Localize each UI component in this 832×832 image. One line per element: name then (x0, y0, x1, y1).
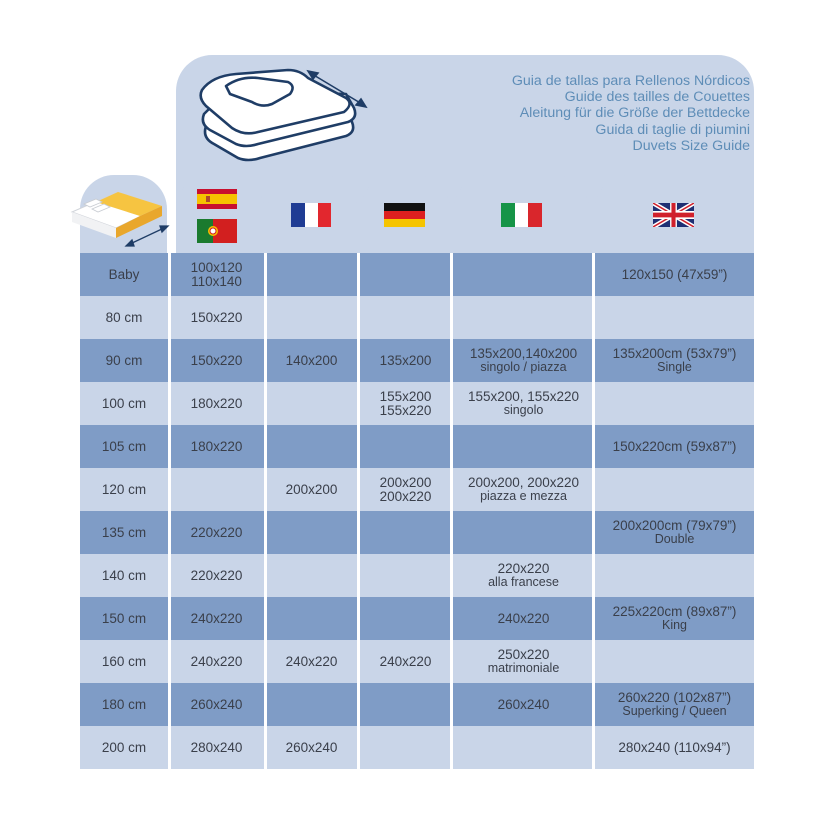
mattress-icon (70, 180, 170, 250)
es-size: 150x220 (190, 309, 243, 325)
uk-label: Superking / Queen (622, 704, 727, 718)
es-size: 110x140 (191, 273, 242, 289)
es-size: 150x220 (190, 352, 243, 368)
bed-size: 160 cm (101, 653, 147, 669)
title-en: Duvets Size Guide (632, 137, 750, 154)
germany-flag (384, 203, 425, 227)
uk-size: 200x200cm (79x79”) (612, 518, 737, 533)
it-size: 220x220 (497, 561, 550, 576)
fr-size: 240x220 (285, 653, 338, 669)
it-size: 200x200, 200x220 (467, 475, 580, 490)
column-divider (168, 253, 171, 771)
it-size: 155x200, 155x220 (467, 389, 580, 404)
table-row (80, 296, 754, 339)
table-row (80, 683, 754, 726)
table-row (80, 425, 754, 468)
bed-size: 200 cm (101, 739, 147, 755)
uk-size: 225x220cm (89x87”) (612, 604, 737, 619)
bed-size: Baby (108, 266, 140, 282)
uk-label: Single (657, 360, 692, 374)
title-de: Aleitung für die Größe der Bettdecke (519, 105, 750, 122)
table-row (80, 597, 754, 640)
es-size: 280x240 (190, 739, 243, 755)
bed-size: 100 cm (101, 395, 147, 411)
duvet-icon (196, 64, 376, 164)
uk-size: 260x220 (102x87”) (617, 690, 732, 705)
es-size: 180x220 (190, 438, 243, 454)
de-size: 155x220 (379, 402, 432, 418)
table-row (80, 554, 754, 597)
bed-size: 140 cm (101, 567, 147, 583)
it-label: singolo / piazza (480, 360, 567, 374)
table-row (80, 253, 754, 296)
de-size: 200x200 (379, 474, 432, 490)
bed-size: 80 cm (105, 309, 143, 325)
tab-spain-portugal (176, 175, 264, 255)
column-divider (264, 253, 267, 771)
es-size: 240x220 (190, 610, 243, 626)
es-size: 100x120 (190, 259, 243, 275)
title-fr: Guide des tailles de Couettes (564, 89, 750, 106)
de-size: 200x220 (379, 488, 432, 504)
bed-size: 120 cm (101, 481, 147, 497)
es-size: 240x220 (190, 653, 243, 669)
es-size: 180x220 (190, 395, 243, 411)
it-size: 250x220 (497, 647, 550, 662)
table-row (80, 726, 754, 769)
table-row (80, 382, 754, 425)
uk-flag (653, 203, 694, 227)
france-flag (291, 203, 331, 227)
column-divider (450, 253, 453, 771)
uk-label: King (661, 618, 688, 632)
it-label: matrimoniale (487, 661, 560, 675)
uk-size: 135x200cm (53x79”) (612, 346, 737, 361)
portugal-flag (197, 219, 237, 243)
es-size: 220x220 (190, 524, 243, 540)
fr-size: 200x200 (285, 481, 338, 497)
spain-flag (197, 189, 237, 209)
table-row (80, 640, 754, 683)
italy-flag (501, 203, 542, 227)
it-label: singolo (503, 403, 544, 417)
it-size: 260x240 (497, 696, 550, 712)
it-size: 135x200,140x200 (469, 346, 578, 361)
bed-size: 90 cm (105, 352, 143, 368)
de-size: 135x200 (379, 352, 432, 368)
table-row (80, 511, 754, 554)
it-label: alla francese (488, 575, 559, 589)
column-divider (357, 253, 360, 771)
de-size: 155x200 (379, 388, 432, 404)
table-row (80, 339, 754, 382)
title-es: Guia de tallas para Rellenos Nórdicos (511, 73, 750, 89)
column-divider (592, 253, 595, 771)
es-size: 260x240 (190, 696, 243, 712)
de-size: 240x220 (379, 653, 432, 669)
bed-size: 150 cm (101, 610, 147, 626)
table-row (80, 468, 754, 511)
it-label: piazza e mezza (480, 489, 567, 503)
fr-size: 140x200 (285, 352, 338, 368)
guide-titles (512, 73, 750, 154)
uk-size: 280x240 (110x94”) (618, 739, 731, 755)
bed-size: 105 cm (101, 438, 147, 454)
uk-label: Double (654, 532, 695, 546)
es-size: 220x220 (190, 567, 243, 583)
uk-size: 120x150 (47x59”) (621, 266, 728, 282)
bed-size: 180 cm (101, 696, 147, 712)
uk-size: 150x220cm (59x87”) (612, 438, 737, 454)
bed-size: 135 cm (101, 524, 147, 540)
it-size: 240x220 (497, 610, 550, 626)
title-it: Guida di taglie di piumini (595, 121, 750, 138)
fr-size: 260x240 (285, 739, 338, 755)
